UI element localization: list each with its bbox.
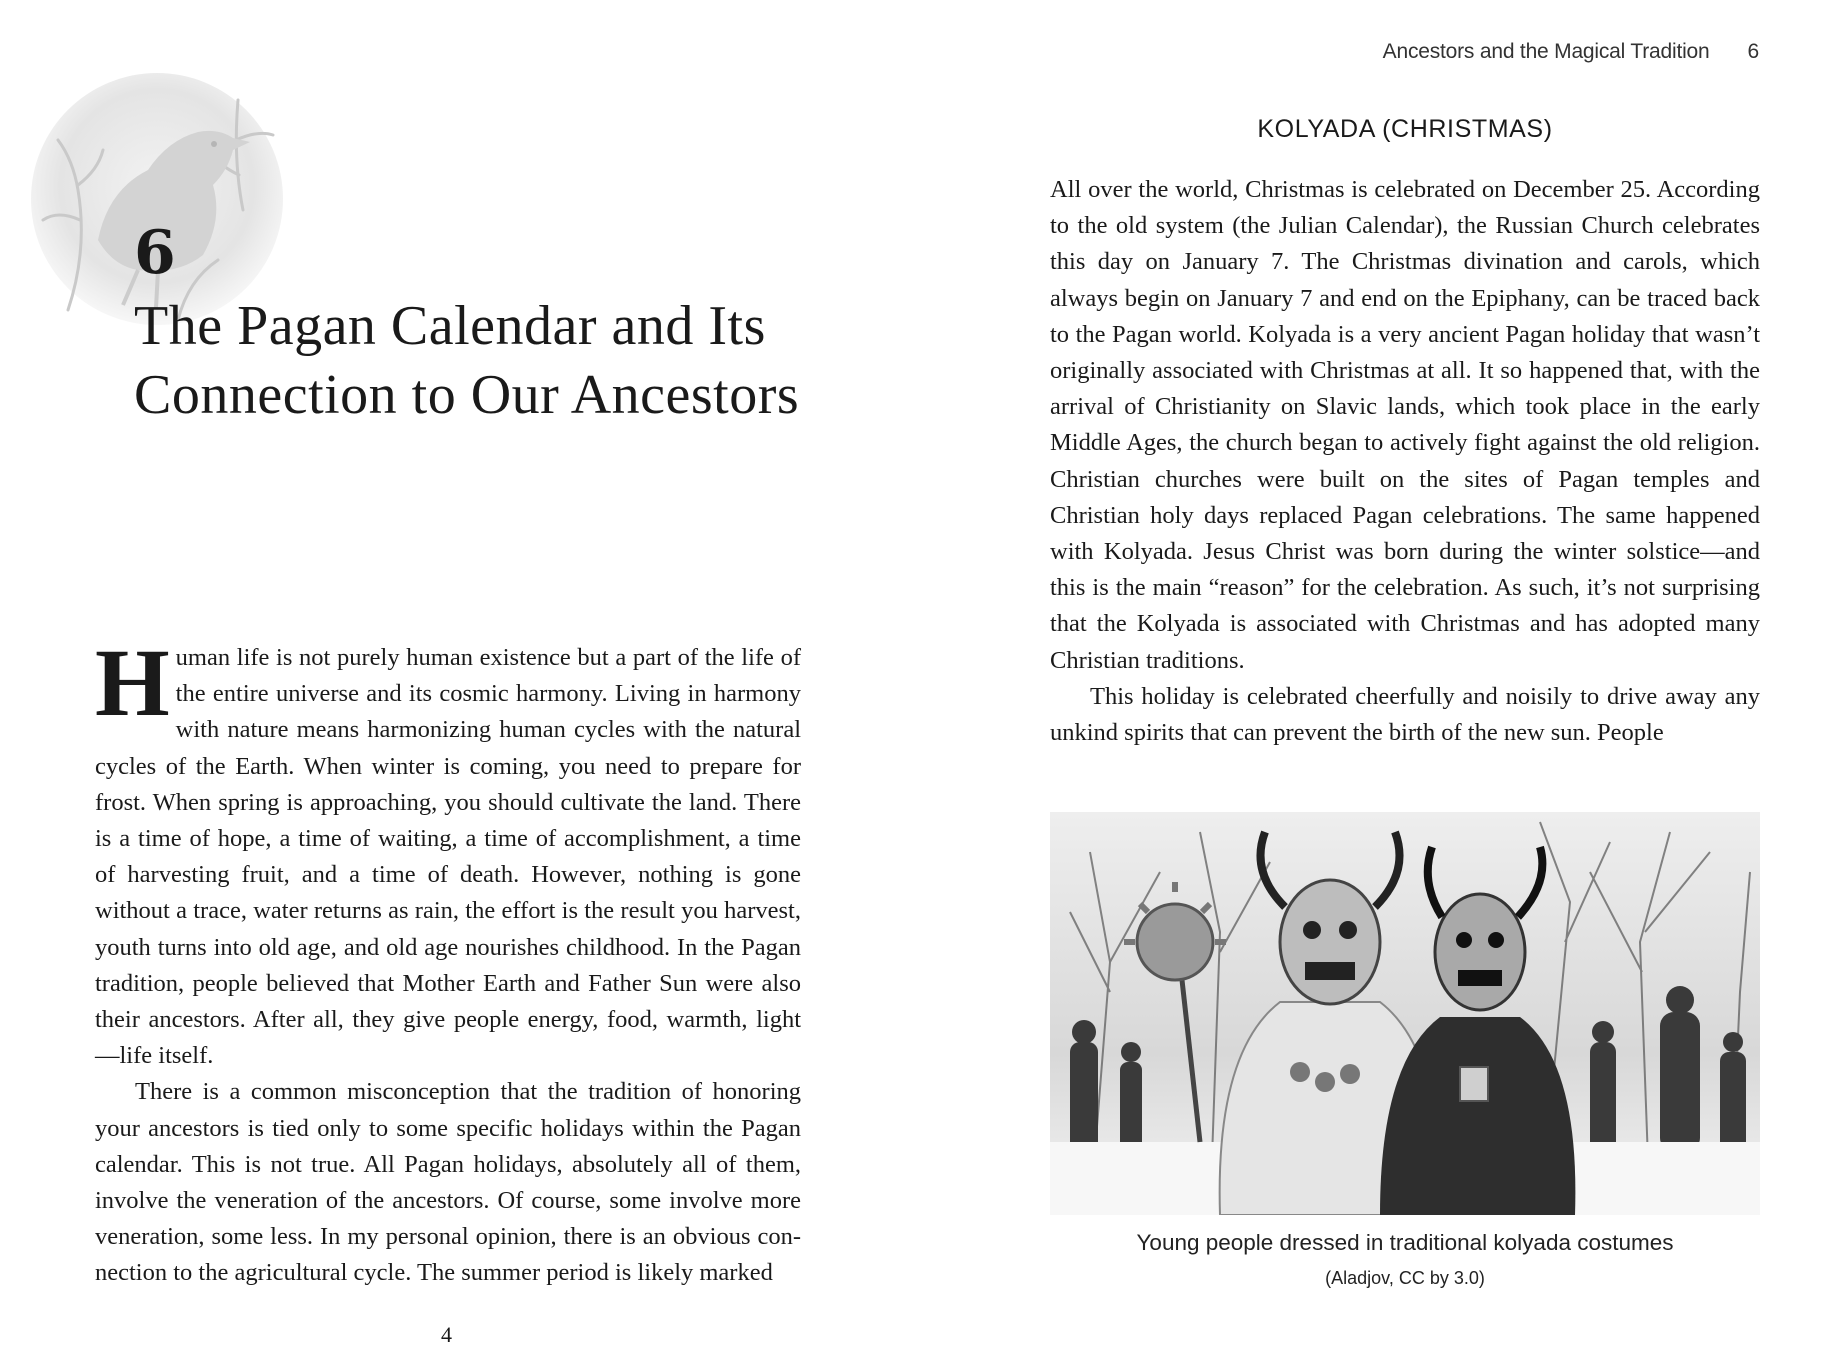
paragraph-1 xyxy=(95,629,801,1074)
raven-emblem-icon xyxy=(28,70,286,328)
paragraph-1-text: uman life is not purely human existence but a part of the life of the entire universe and its cosmic harmony. Living in harmony with nature means harmonizing human cycles with the natural cycles of the Earth. When winter is coming, you need to prepare for frost. When spring is approaching, you should cultivate the land. There is a time of hope, a time of waiting, a time of accomplishment, a time of harvesting fruit, and a time of death. However, nothing is gone without a trace, water returns as rain, the effort is the result you harvest, youth turns into old age, and old age nourishes childhood. In the Pagan tradition, people believed that Mother Earth and Father Sun were also their ancestors. After all, they give people energy, food, warmth, light—life itself. xyxy=(95,644,801,1070)
photo-caption: Young people dressed in traditional kolyada costumes xyxy=(1136,1230,1674,1255)
kolyada-costumes-photo xyxy=(1050,812,1760,1215)
running-head-chapter-number: 6 xyxy=(1747,40,1759,63)
right-body-text xyxy=(1050,172,1760,751)
paragraph-2: There is a common misconception that the tradition of honoring your ancestors is tied only to some specific holidays within the Pagan calendar. This is not true. All Pagan holidays, absolutely all of them, involve the veneration of the ancestors. Of course, some involve more veneration, some less. In my personal opinion, there is an obvious connection to the agricultural cycle. The summer period is likely marked xyxy=(95,1078,801,1287)
paragraph-1: All over the world, Christmas is celebrated on December 25. According to the old system (the Julian Calendar), the Russian Church celebrates this day on January 7. The Christmas divination and carols, which always begin on January 7 and end on the Epiphany, can be traced back to the Pagan world. Kolyada is a very ancient Pagan holiday that wasn’t originally associated with Christmas at all. It so happened that, with the arrival of Christianity on Slavic lands, which took place in the early Middle Ages, the church began to actively fight against the old religion. Christian churches were built on the sites of Pagan temples and Christian holy days replaced Pagan celebrations. The same happened with Kolyada. Jesus Christ was born during the winter solstice—and this is the main “reason” for the celebration. As such, it’s not surprising that the Kolyada is associated with Christmas and has adopted many Christian traditions. xyxy=(1050,176,1760,674)
photo-illustration xyxy=(1050,812,1760,1215)
running-head-title: Ancestors and the Magical Tradition xyxy=(1382,40,1710,63)
drop-cap: H xyxy=(95,629,170,736)
page-number: 4 xyxy=(441,1322,452,1347)
left-body-text xyxy=(95,629,801,1292)
section-heading: KOLYADA (CHRISTMAS) xyxy=(1257,115,1553,143)
paragraph-2: This holiday is celebrated cheerfully and noisily to drive away any unkind spirits that can prevent the birth of the new sun. People xyxy=(1050,682,1760,747)
chapter-title: The Pagan Calendar and Its Connection to Our Ancestors xyxy=(134,295,800,426)
photo-credit: (Aladjov, CC by 3.0) xyxy=(1325,1268,1485,1288)
running-head xyxy=(1383,40,1759,64)
right-page xyxy=(915,0,1830,1372)
chapter-number: 6 xyxy=(134,218,176,288)
